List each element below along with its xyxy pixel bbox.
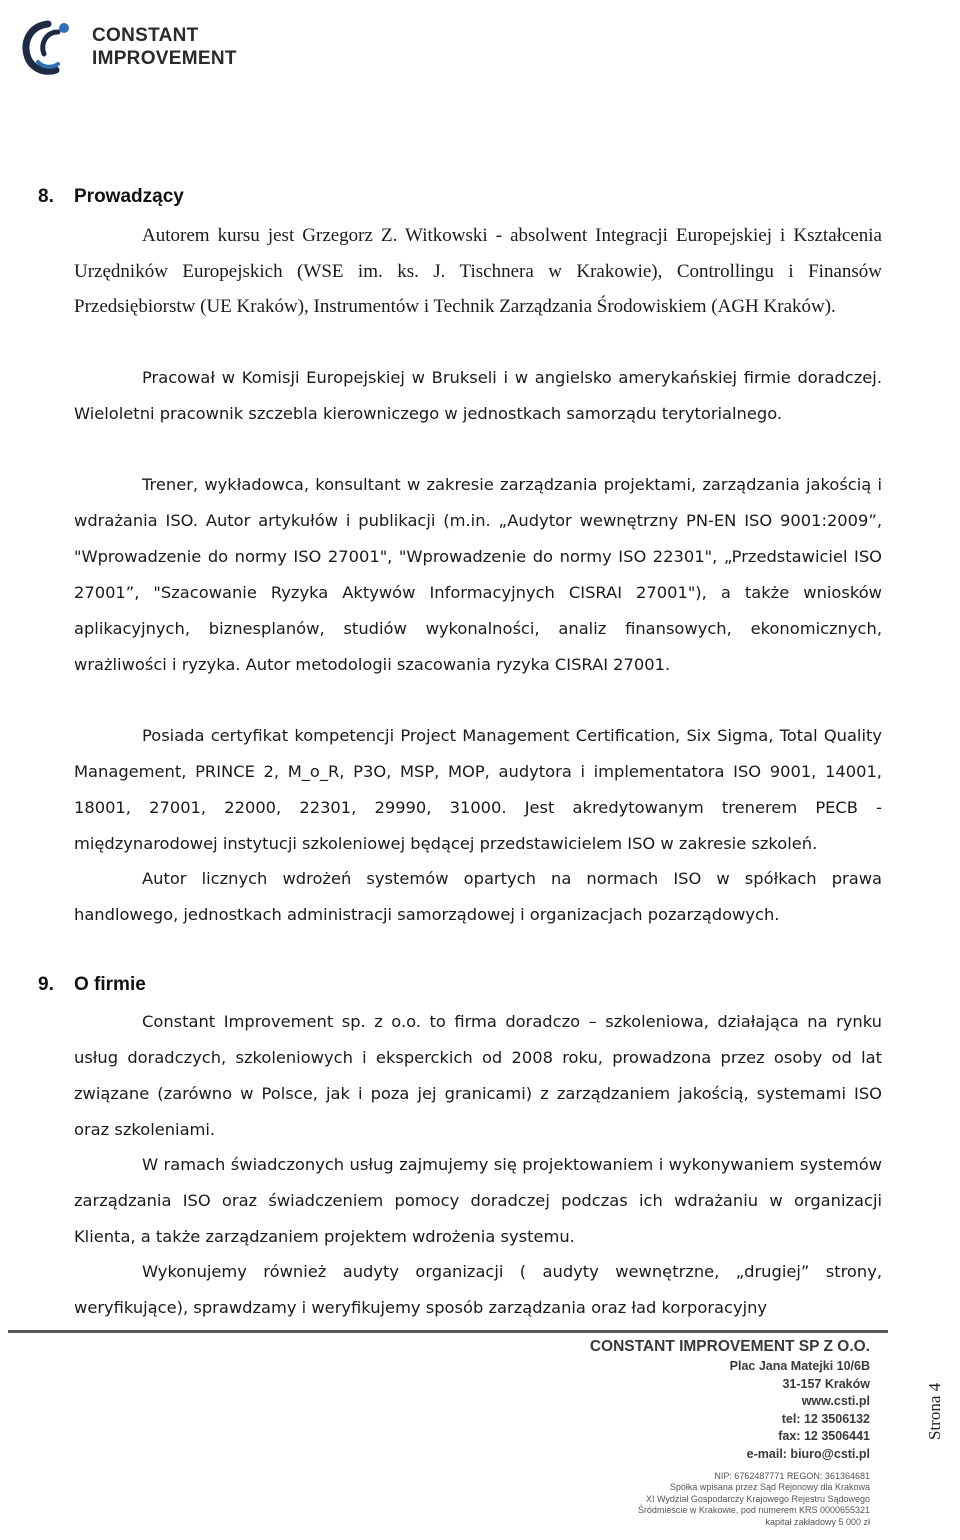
section-8-paragraph-5: Autor licznych wdrożeń systemów opartych na normach ISO w spółkach prawa handlowego, jednostkach administracji samorządowej i organizacjach pozarządowych. (74, 869, 882, 924)
section-8-paragraph-4: Posiada certyfikat kompetencji Project Management Certification, Six Sigma, Total Quality Management, PRINCE 2, M_o_R, P3O, MSP, MOP, audytora i implementatora ISO 9001, 14001, 18001, 27001, 22000, 22301, 29990, 31000. Jest akredytowanym trenerem PECB - międzynarodowej instytucji szkoleniowej będącej przedstawicielem ISO w zakresie szkoleń. (74, 726, 882, 853)
footer-address-block (520, 1336, 870, 1528)
section-9-paragraph-3: Wykonujemy również audyty organizacji ( audyty wewnętrzne, „drugiej” strony, weryfikujące), sprawdzamy i weryfikujemy sposób zarządzania oraz ład korporacyjny (74, 1262, 882, 1317)
section-8-paragraph-1: Autorem kursu jest Grzegorz Z. Witkowski - absolwent Integracji Europejskiej i Kształcenia Urzędników Europejskich (WSE im. ks. J. Tischnera w Krakowie), Controllingu i Finansów Przedsiębiorstw (UE Kraków), Instrumentów i Technik Zarządzania Środowiskiem (AGH Kraków). (74, 225, 882, 317)
footer-website-link[interactable]: www.csti.pl (801, 1394, 870, 1408)
section-9-number: 9. (38, 974, 54, 995)
section-8-paragraph-2: Pracował w Komisji Europejskiej w Brukseli i w angielsko amerykańskiej firmie doradczej. Wieloletni pracownik szczebla kierowniczego w jednostkach samorządu terytorialnego. (74, 368, 882, 423)
footer-registration (520, 1471, 870, 1528)
footer-divider (8, 1330, 888, 1333)
section-9-paragraph-2: W ramach świadczonych usług zajmujemy się projektowaniem i wykonywaniem systemów zarządzania ISO oraz świadczeniem pomocy doradczej podczas ich wdrażaniu w organizacji Klienta, a także zarządzaniem projektem wdrożenia systemu. (74, 1155, 882, 1246)
section-8-number: 8. (38, 186, 54, 207)
company-logo (18, 18, 238, 76)
footer-city: 31-157 Kraków (782, 1376, 870, 1391)
section-9-paragraph-1: Constant Improvement sp. z o.o. to firma doradczo – szkoleniowa, działająca na rynku usług doradczych, szkoleniowych i eksperckich od 2008 roku, prowadzona przez osoby od lat związane (zarówno w Polsce, jak i poza jej granicami) z zarządzaniem jakością, systemami ISO oraz szkoleniami. (74, 1012, 882, 1139)
page-number: Strona 4 (925, 1382, 944, 1440)
footer-capital: kapitał zakładowy 5 000 zł (765, 1516, 870, 1527)
footer-company: CONSTANT IMPROVEMENT SP Z O.O. (589, 1338, 870, 1355)
section-9-title: O firmie (74, 974, 146, 995)
footer-fax: fax: 12 3506441 (778, 1429, 870, 1443)
section-8-heading (38, 186, 184, 208)
section-9-heading (38, 974, 146, 996)
footer-email-link[interactable]: e-mail: biuro@csti.pl (746, 1446, 870, 1461)
logo-line-1: CONSTANT (92, 25, 199, 46)
logo-swirl-icon (18, 18, 82, 76)
section-8-paragraph-3: Trener, wykładowca, konsultant w zakresie zarządzania projektami, zarządzania jakością i wdrażania ISO. Autor artykułów i publikacji (m.in. „Audytor wewnętrzny PN-EN ISO 9001:2009”, "Wprowadzenie do normy ISO 27001", "Wprowadzenie do normy ISO 22301", „Przedstawiciel ISO 27001”, "Szacowanie Ryzyka Aktywów Informacyjnych CISRAI 27001"), a także wniosków aplikacyjnych, biznesplanów, studiów wykonalności, analiz finansowych, ekonomicznych, wrażliwości i ryzyka. Autor metodologii szacowania ryzyka CISRAI 27001. (74, 475, 882, 674)
footer-reg-3: Śródmieście w Krakowie, pod numerem KRS 0000655321 (637, 1505, 870, 1516)
section-8-title: Prowadzący (74, 186, 184, 207)
footer-reg-1: Spółka wpisana przez Sąd Rejonowy dla Krakowa (669, 1482, 870, 1493)
footer-phone: tel: 12 3506132 (781, 1411, 870, 1426)
footer-nip: NIP: 6762487771 REGON: 361364681 (714, 1471, 870, 1481)
footer-reg-2: XI Wydział Gospodarczy Krajowego Rejestru Sądowego (645, 1493, 870, 1504)
logo-wordmark (92, 24, 237, 70)
footer-street: Plac Jana Matejki 10/6B (729, 1359, 870, 1373)
logo-line-2: IMPROVEMENT (92, 48, 237, 69)
